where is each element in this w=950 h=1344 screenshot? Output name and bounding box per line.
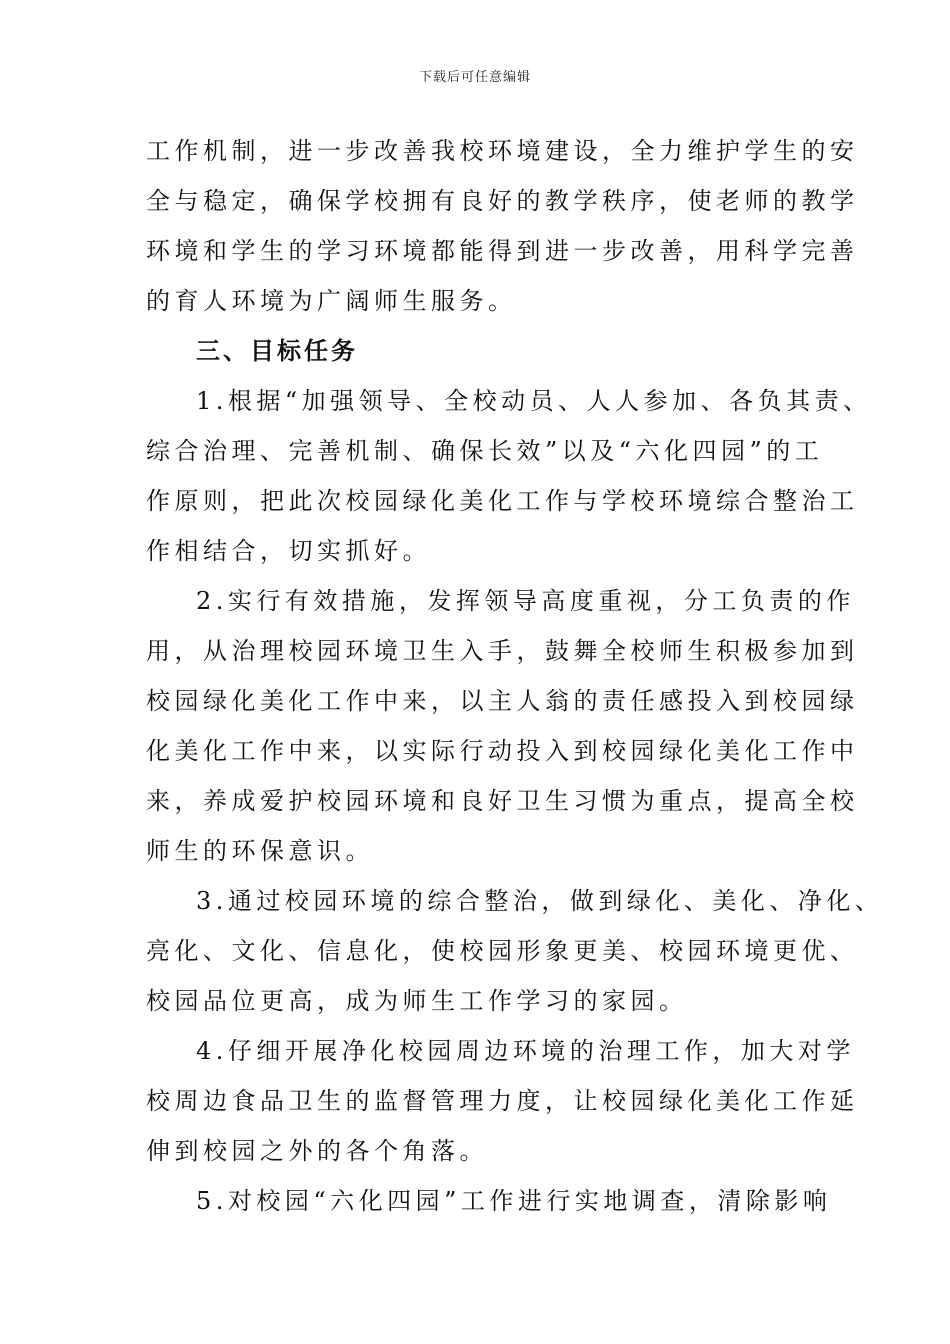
header-note: 下载后可任意编辑 [418, 70, 531, 85]
paragraph-line: 综合治理、完善机制、确保长效”以及“六化四园”的工 [146, 437, 824, 465]
paragraph-line: 环境和学生的学习环境都能得到进一步改善，用科学完善 [146, 237, 859, 265]
paragraph-line: 校园品位更高，成为师生工作学习的家园。 [146, 987, 688, 1015]
paragraph-line: 1.根据“加强领导、全校动员、人人参加、各负其责、 [196, 387, 872, 415]
paragraph-line: 师生的环保意识。 [146, 837, 374, 865]
paragraph-line: 伸到校园之外的各个角落。 [146, 1137, 488, 1165]
paragraph-line: 用，从治理校园环境卫生入手，鼓舞全校师生积极参加到 [146, 637, 859, 665]
paragraph-line: 作相结合，切实抓好。 [146, 537, 431, 565]
section-heading: 三、目标任务 [196, 337, 358, 365]
paragraph-line: 全与稳定，确保学校拥有良好的教学秩序，使老师的教学 [146, 187, 859, 215]
paragraph-line: 5.对校园“六化四园”工作进行实地调查，清除影响 [196, 1187, 832, 1215]
paragraph-line: 化美化工作中来，以实际行动投入到校园绿化美化工作中 [146, 737, 859, 765]
paragraph-line: 作原则，把此次校园绿化美化工作与学校环境综合整治工 [146, 487, 859, 515]
paragraph-line: 校周边食品卫生的监督管理力度，让校园绿化美化工作延 [146, 1087, 859, 1115]
paragraph-line: 2.实行有效措施，发挥领导高度重视，分工负责的作 [196, 587, 855, 615]
paragraph-line: 工作机制，进一步改善我校环境建设，全力维护学生的安 [146, 137, 859, 165]
paragraph-line: 3.通过校园环境的综合整治，做到绿化、美化、净化、 [196, 887, 884, 915]
paragraph-line: 的育人环境为广阔师生服务。 [146, 287, 517, 315]
document-body [146, 126, 884, 1226]
paragraph-line: 来，养成爱护校园环境和良好卫生习惯为重点，提高全校 [146, 787, 859, 815]
paragraph-line: 4.仔细开展净化校园周边环境的治理工作，加大对学 [196, 1037, 855, 1065]
paragraph-line: 校园绿化美化工作中来，以主人翁的责任感投入到校园绿 [146, 687, 859, 715]
paragraph-line: 亮化、文化、信息化，使校园形象更美、校园环境更优、 [146, 937, 859, 965]
